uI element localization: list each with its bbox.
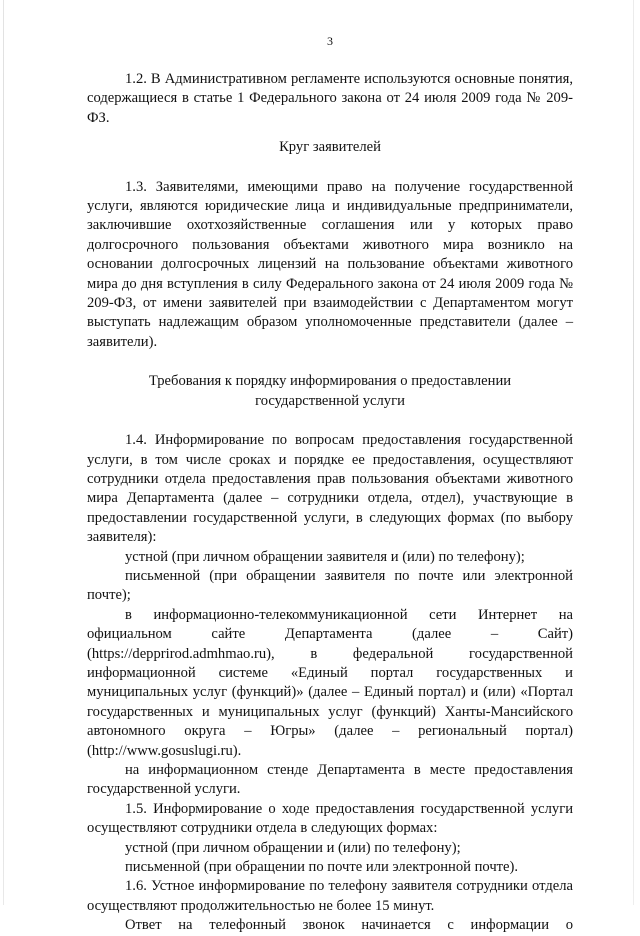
paragraph-stand-form: на информационном стенде Департамента в месте предоставления государственной услуги.: [87, 762, 573, 798]
paragraph-written-form-2: письменной (при обращении по почте или электронной почте).: [125, 859, 519, 876]
paragraph-1-3: 1.3. Заявителями, имеющими право на получение государственной услуги, являются юридические лица и индивидуальные предприниматели, заключившие охотхозяйственные соглашения или у которых право долгосрочного пользования объектами животного мира возникло на основании долгосрочных лицензий на пользование объектами животного мира до дня вступления в силу Федерального закона от 24 июля 2009 года № 209-ФЗ, от имени заявителей при взаимодействии с Департаментом могут выступать надлежащим образом уполномоченные представители (далее – заявители).: [87, 178, 573, 350]
paragraph-answer: Ответ на телефонный звонок начинается с информации о: [125, 917, 573, 934]
scan-edge-left: [3, 0, 4, 905]
paragraph-1-2: 1.2. В Административном регламенте используются основные понятия, содержащиеся в статье 1 Федерального закона от 24 июля 2009 года № 209-ФЗ.: [87, 71, 573, 126]
paragraph-1-4: 1.4. Информирование по вопросам предоставления государственной услуги, в том числе сроках и порядке ее предоставления, осуществляют сотрудники отдела предоставления прав пользования объектами животного мира Департамента (далее – сотрудники отдела, отдел), участвующие в предоставлении государственной услуги, в следующих формах (по выбору заявителя):: [87, 432, 573, 546]
paragraph-oral-form: устной (при личном обращении заявителя и (или) по телефону);: [125, 548, 525, 565]
paragraph-internet-form: в информационно-телекоммуникационной сети Интернет на официальном сайте Департамента (далее – Сайт) (https://depprirod.admhmao.ru), в федеральной государственной информационной системе «Единый портал государственных и муниципальных услуг (функций)» (далее – Единый портал) и (или) «Портал государственных и муниципальных услуг (функций) Ханты-Мансийского автономного округа – Югры» (далее – региональный портал) (http://www.gosuslugi.ru).: [87, 606, 573, 759]
paragraph-1-6: 1.6. Устное информирование по телефону заявителя сотрудники отдела осуществляют продолжительностью не более 15 минут.: [87, 878, 573, 914]
paragraph-oral-form-2: устной (при личном обращении и (или) по телефону);: [125, 839, 461, 856]
document-body: [87, 70, 573, 936]
paragraph-written-form: письменной (при обращении заявителя по почте или электронной почте);: [87, 567, 573, 604]
heading-requirements-line-2: государственной услуги: [255, 392, 405, 409]
heading-requirements-line-1: Требования к порядку информирования о предоставлении: [148, 373, 512, 390]
heading-requirements: [87, 372, 573, 411]
heading-applicants: Круг заявителей: [279, 139, 381, 156]
scan-edge-right: [633, 0, 634, 905]
page-number: 3: [327, 34, 333, 48]
paragraph-1-5: 1.5. Информирование о ходе предоставления государственной услуги осуществляют сотрудники отдела в следующих формах:: [87, 800, 573, 837]
